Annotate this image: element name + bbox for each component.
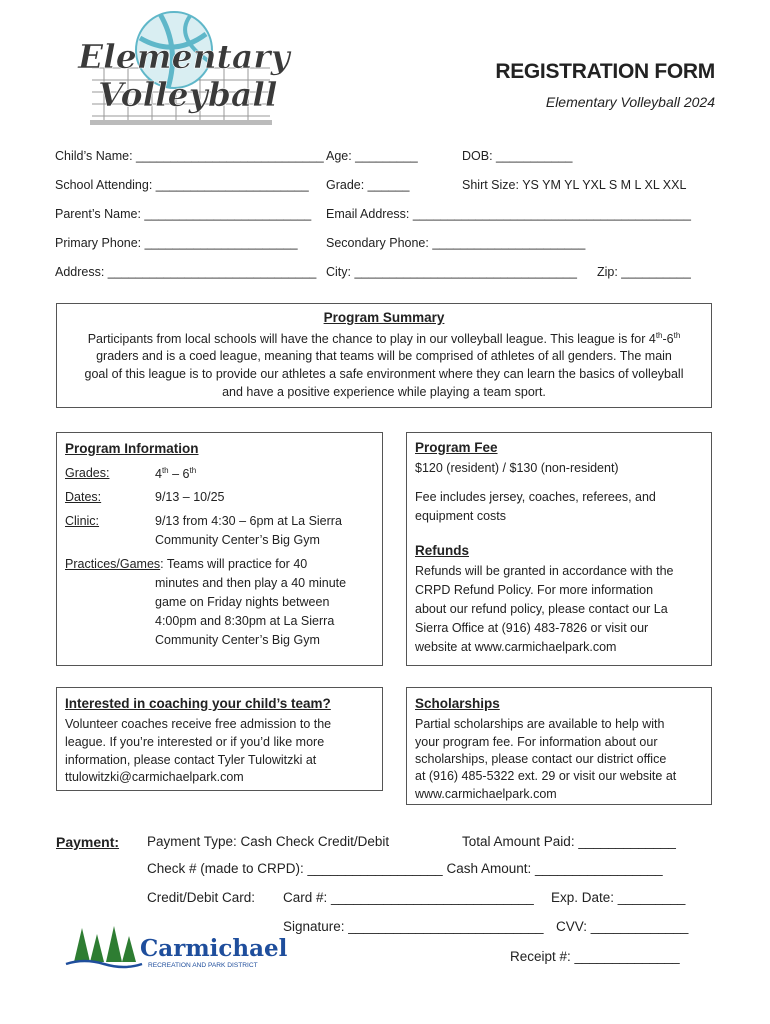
scholarships-line-4: at (916) 485-5322 ext. 29 or visit our website at bbox=[415, 769, 677, 783]
practices-line-5: Community Center’s Big Gym bbox=[155, 633, 320, 647]
coaching-line-1: Volunteer coaches receive free admission to the bbox=[65, 717, 332, 731]
card-label: Credit/Debit Card: bbox=[147, 890, 256, 905]
logo-word-volleyball: Volleyball bbox=[98, 75, 278, 114]
volleyball-logo-graphic bbox=[70, 8, 290, 130]
scholarships-line-2: your program fee. For information about our bbox=[415, 735, 658, 749]
summary-line-3: goal of this league is to provide our athletes a safe environment where they can learn the basics of volleyball bbox=[84, 367, 684, 381]
refunds-line-5: website at www.carmichaelpark.com bbox=[415, 640, 617, 654]
total-amount-field[interactable]: Total Amount Paid: _____________ bbox=[462, 834, 676, 849]
signature-field[interactable]: Signature: __________________________ bbox=[283, 919, 544, 934]
refunds-line-4: Sierra Office at (916) 483-7826 or visit our bbox=[415, 621, 649, 635]
program-information-box bbox=[56, 432, 383, 666]
receipt-field[interactable]: Receipt #: ______________ bbox=[510, 949, 680, 964]
dates-label: Dates: bbox=[65, 490, 102, 504]
form-subtitle: Elementary Volleyball 2024 bbox=[545, 94, 715, 110]
refunds-heading: Refunds bbox=[415, 543, 469, 558]
payment-label: Payment: bbox=[56, 834, 120, 850]
scholarships-box bbox=[406, 687, 712, 805]
practices-label: Practices/Games bbox=[65, 557, 161, 571]
coaching-box bbox=[56, 687, 383, 791]
address-field[interactable]: Address: ______________________________ bbox=[55, 265, 317, 279]
card-number-field[interactable]: Card #: ___________________________ bbox=[283, 890, 534, 905]
dob-field[interactable]: DOB: ___________ bbox=[462, 149, 573, 163]
practices-line-3: game on Friday nights between bbox=[155, 595, 330, 609]
coaching-heading: Interested in coaching your child’s team? bbox=[65, 696, 331, 711]
refunds-line-3: about our refund policy, please contact our La bbox=[415, 602, 668, 616]
form-title: REGISTRATION FORM bbox=[495, 60, 715, 83]
dates-value: 9/13 – 10/25 bbox=[155, 490, 225, 504]
program-summary-box bbox=[56, 303, 712, 408]
secondary-phone-field[interactable]: Secondary Phone: ______________________ bbox=[326, 236, 586, 250]
payment-type-field[interactable]: Payment Type: Cash Check Credit/Debit bbox=[147, 834, 390, 849]
age-field[interactable]: Age: _________ bbox=[326, 149, 418, 163]
carmichael-name: Carmichael bbox=[140, 935, 288, 962]
program-fee-box bbox=[406, 432, 712, 666]
coaching-line-3: information, please contact Tyler Tulowitzki at bbox=[65, 753, 317, 767]
zip-field[interactable]: Zip: __________ bbox=[597, 265, 691, 279]
email-field[interactable]: Email Address: ________________________________________ bbox=[326, 207, 691, 221]
fee-includes-line-2: equipment costs bbox=[415, 509, 507, 523]
program-information-heading: Program Information bbox=[65, 441, 199, 456]
practices-line-1: Practices/Games: Teams will practice for 40 bbox=[65, 557, 308, 571]
grades-value: 4th – 6th bbox=[155, 466, 197, 482]
carmichael-trees-icon bbox=[64, 922, 288, 970]
city-field[interactable]: City: ________________________________ bbox=[326, 265, 577, 279]
scholarships-line-1: Partial scholarships are available to help with bbox=[415, 717, 665, 731]
program-summary-heading: Program Summary bbox=[323, 310, 445, 325]
scholarships-heading: Scholarships bbox=[415, 696, 500, 711]
summary-line-1: Participants from local schools will have the chance to play in our volleyball league. This league is for 4th-6th bbox=[87, 331, 681, 347]
grade-field[interactable]: Grade: ______ bbox=[326, 178, 410, 192]
carmichael-logo bbox=[64, 922, 288, 970]
summary-line-2: graders and is a coed league, meaning that teams will be comprised of athletes of all genders. The main bbox=[96, 349, 672, 363]
coaching-line-2: league. If you’re interested or if you’d like more bbox=[65, 735, 325, 749]
school-field[interactable]: School Attending: ______________________ bbox=[55, 178, 309, 192]
practices-line-2: minutes and then play a 40 minute bbox=[155, 576, 347, 590]
carmichael-tagline: RECREATION AND PARK DISTRICT bbox=[148, 962, 258, 969]
shirt-size-field[interactable]: Shirt Size: YS YM YL YXL S M L XL XXL bbox=[462, 178, 687, 192]
coaching-email: ttulowitzki@carmichaelpark.com bbox=[65, 770, 244, 784]
grades-label: Grades: bbox=[65, 466, 110, 480]
fee-includes-line-1: Fee includes jersey, coaches, referees, and bbox=[415, 490, 656, 504]
child-name-field[interactable]: Child’s Name: ___________________________ bbox=[55, 149, 324, 163]
fee-price: $120 (resident) / $130 (non-resident) bbox=[415, 461, 619, 475]
clinic-label: Clinic: bbox=[65, 514, 100, 528]
parent-name-field[interactable]: Parent’s Name: ________________________ bbox=[55, 207, 312, 221]
refunds-line-1: Refunds will be granted in accordance with the bbox=[415, 564, 674, 578]
clinic-line-1: 9/13 from 4:30 – 6pm at La Sierra bbox=[155, 514, 342, 528]
scholarships-line-3: scholarships, please contact our district office bbox=[415, 752, 667, 766]
practices-line-4: 4:00pm and 8:30pm at La Sierra bbox=[155, 614, 335, 628]
program-fee-heading: Program Fee bbox=[415, 440, 498, 455]
summary-line-4: and have a positive experience while playing a team sport. bbox=[222, 385, 546, 399]
scholarships-line-5: www.carmichaelpark.com bbox=[415, 787, 557, 801]
exp-date-field[interactable]: Exp. Date: _________ bbox=[551, 890, 686, 905]
logo-word-elementary: Elementary bbox=[78, 37, 290, 76]
cvv-field[interactable]: CVV: _____________ bbox=[556, 919, 689, 934]
refunds-line-2: CRPD Refund Policy. For more information bbox=[415, 583, 654, 597]
elementary-volleyball-logo bbox=[70, 8, 290, 130]
primary-phone-field[interactable]: Primary Phone: ______________________ bbox=[55, 236, 298, 250]
clinic-line-2: Community Center’s Big Gym bbox=[155, 533, 320, 547]
check-number-field[interactable]: Check # (made to CRPD): __________________ Cash Amount: _________________ bbox=[147, 861, 663, 876]
